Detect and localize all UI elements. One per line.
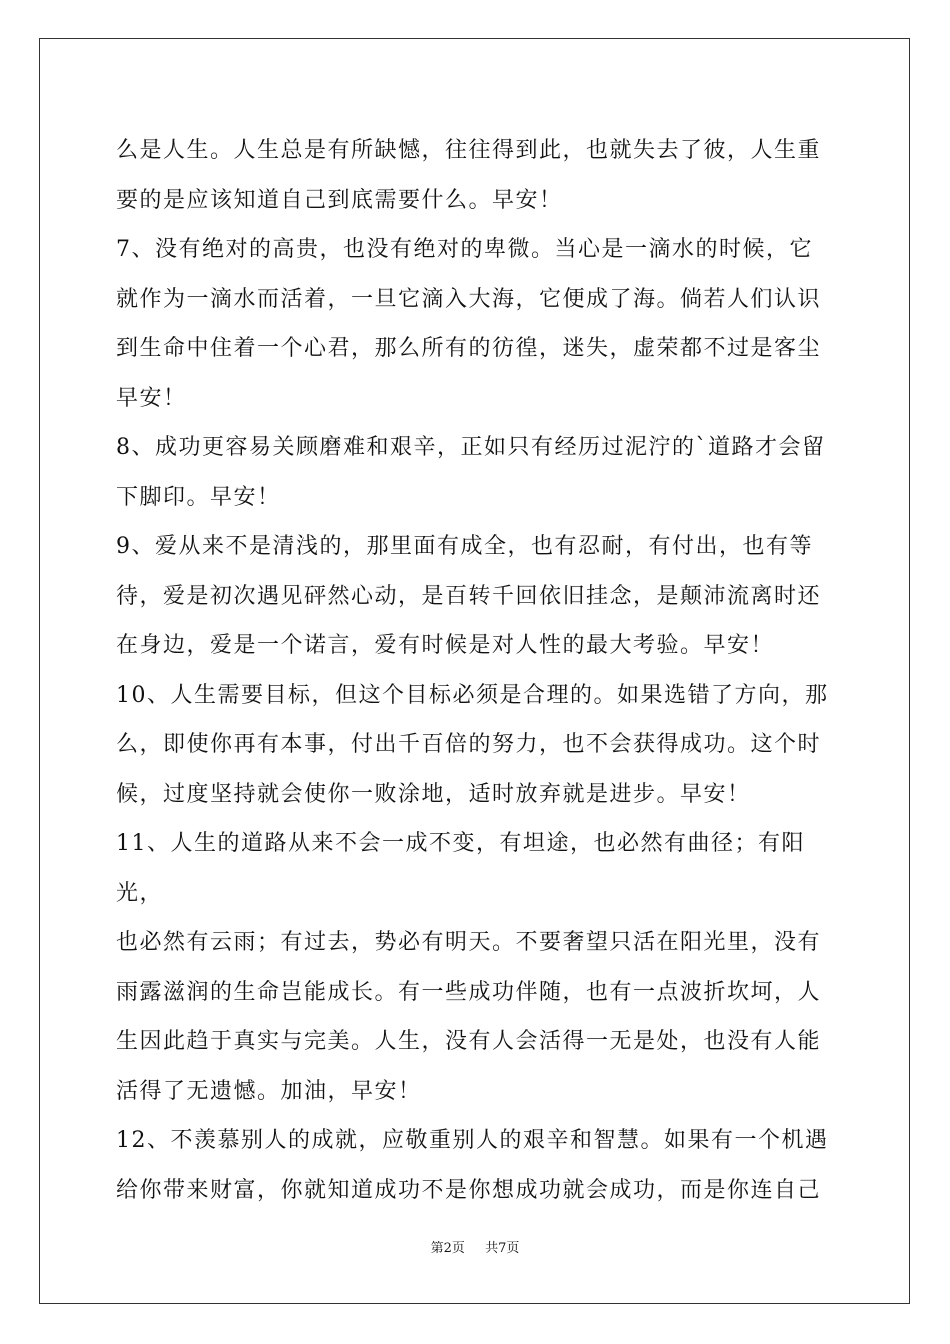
paragraph-10: 10、人生需要目标，但这个目标必须是合理的。如果选错了方向，那 么，即使你再有本事，付出千百倍的努力，也不会获得成功。这个时 候，过度坚持就会使你一败涂地，适时放弃就是进步。早安！	[116, 682, 829, 807]
page-number-current: 第2页	[430, 1241, 465, 1256]
page-footer	[0, 1240, 950, 1258]
paragraph-8: 8、成功更容易关顾磨难和艰辛，正如只有经历过泥泞的`道路才会留 下脚印。早安！	[116, 435, 826, 510]
document-body	[116, 126, 836, 1215]
paragraph-11: 11、人生的道路从来不会一成不变，有坦途，也必然有曲径；有阳光， 也必然有云雨；有过去，势必有明天。不要奢望只活在阳光里，没有 雨露滋润的生命岂能成长。有一些成功伴随，也有一点波折坎坷，人 生因此趋于真实与完美。人生，没有人会活得一无是处，也没有人能 活得了无遗憾。加油，早安！	[116, 831, 822, 1104]
paragraph-7: 7、没有绝对的高贵，也没有绝对的卑微。当心是一滴水的时候，它 就作为一滴水而活着，一旦它滴入大海，它便成了海。倘若人们认识 到生命中住着一个心君，那么所有的彷徨，迷失，虚荣都不过是客尘 早安！	[116, 237, 822, 411]
paragraph-12: 12、不羡慕别人的成就，应敬重别人的艰辛和智慧。如果有一个机遇 给你带来财富，你就知道成功不是你想成功就会成功，而是你连自己	[116, 1128, 829, 1203]
paragraph-9: 9、爱从来不是清浅的，那里面有成全，也有忍耐，有付出，也有等 待，爱是初次遇见砰然心动，是百转千回依旧挂念，是颠沛流离时还 在身边，爱是一个诺言，爱有时候是对人性的最大考验。早安！	[116, 534, 822, 658]
paragraph-continued: 么是人生。人生总是有所缺憾，往往得到此，也就失去了彼，人生重 要的是应该知道自己到底需要什么。早安！	[116, 138, 822, 213]
page-number-total: 共7页	[485, 1241, 520, 1256]
